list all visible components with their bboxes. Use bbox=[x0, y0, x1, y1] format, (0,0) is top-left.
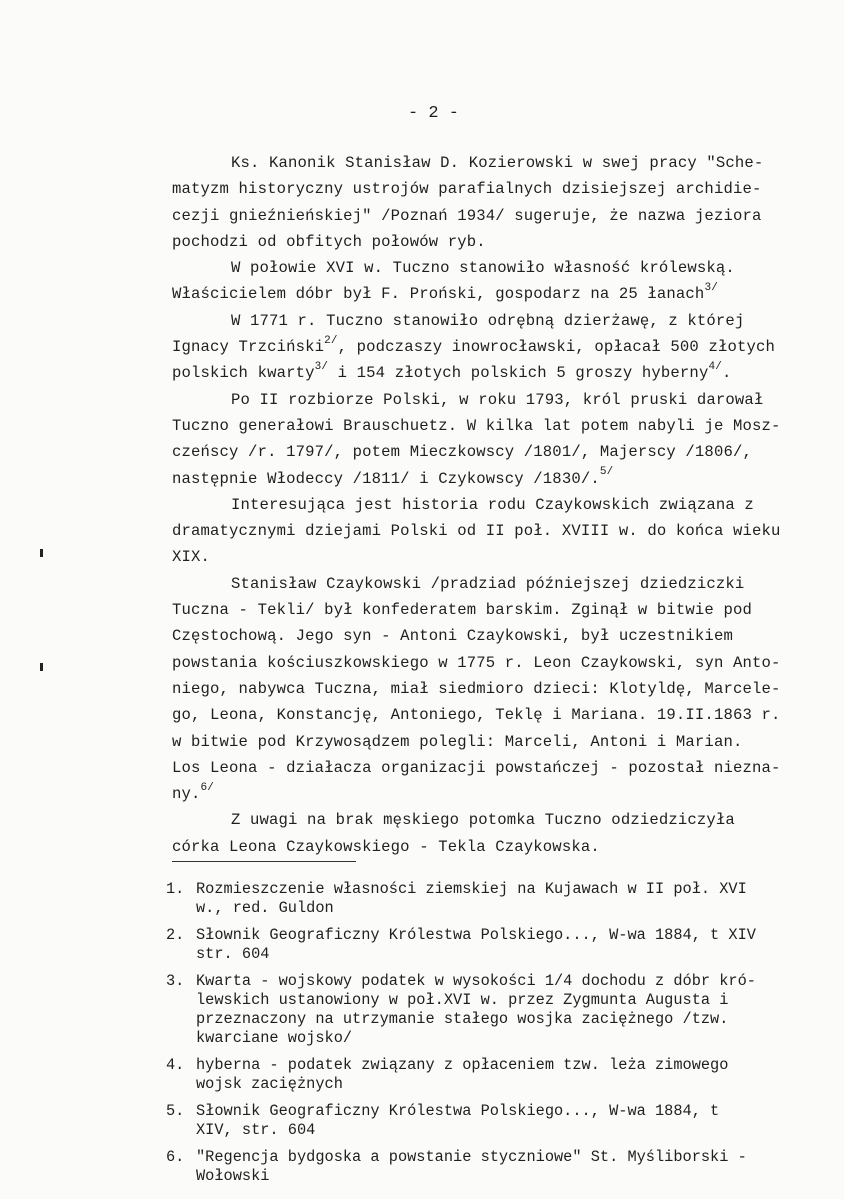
text-line: go, Leona, Konstancję, Antoniego, Teklę i Mariana. 19.II.1863 r. bbox=[172, 706, 781, 725]
footnote-text bbox=[196, 926, 816, 964]
footnote-number: 3. bbox=[166, 972, 185, 990]
footnote-text bbox=[196, 1148, 816, 1186]
footnotes bbox=[166, 880, 816, 1194]
text-line: Wołowski bbox=[196, 1167, 270, 1185]
text-line: w., red. Guldon bbox=[196, 899, 334, 917]
paragraph-5 bbox=[172, 492, 802, 571]
text-line bbox=[172, 781, 802, 807]
text-line: W połowie XVI w. Tuczno stanowiło własność królewską. bbox=[231, 259, 735, 278]
margin-mark bbox=[40, 549, 43, 557]
text-line: Ks. Kanonik Stanisław D. Kozierowski w swej pracy "Sche- bbox=[231, 154, 764, 172]
text-line: pochodzi od obfitych połowów ryb. bbox=[172, 232, 486, 251]
text-fragment: . bbox=[721, 364, 732, 383]
paragraph-7 bbox=[172, 807, 802, 860]
text-line: kwarciane wojsko/ bbox=[196, 1029, 353, 1047]
text-line: powstania kościuszkowskiego w 1775 r. Leon Czaykowski, syn Anto- bbox=[172, 653, 781, 672]
text-fragment: Ignacy Trzciński bbox=[172, 338, 325, 357]
footnote-number: 1. bbox=[166, 880, 185, 898]
text-line: Kwarta - wojskowy podatek w wysokości 1/4 dochodu z dóbr kró- bbox=[196, 972, 756, 990]
footnote-ref: 3/ bbox=[314, 361, 329, 374]
text-fragment: następnie Włodeccy /1811/ i Czykowscy /1830/. bbox=[172, 469, 600, 488]
text-line: czeńscy /r. 1797/, potem Mieczkowscy /1801/, Majerscy /1806/, bbox=[172, 443, 752, 462]
footnote-ref: 3/ bbox=[704, 282, 718, 295]
text-line: XIV, str. 604 bbox=[196, 1121, 316, 1139]
text-line: str. 604 bbox=[196, 945, 270, 963]
text-line: hyberna - podatek związany z opłaceniem tzw. leża zimowego bbox=[196, 1056, 729, 1074]
text-fragment: polskich kwarty bbox=[172, 364, 315, 383]
margin-mark bbox=[40, 663, 43, 671]
footnote bbox=[166, 926, 816, 964]
page-number: - 2 - bbox=[408, 104, 460, 123]
text-line: Słownik Geograficzny Królestwa Polskiego..., W-wa 1884, t XIV bbox=[196, 926, 756, 944]
text-line: Z uwagi na brak męskiego potomka Tuczno odziedziczyła bbox=[231, 811, 735, 830]
paragraph-1 bbox=[172, 150, 802, 255]
text-line: Interesująca jest historia rodu Czaykowskich związana z bbox=[231, 495, 754, 514]
text-line bbox=[172, 466, 802, 492]
text-fragment: i 154 złotych polskich 5 groszy hyberny bbox=[328, 364, 709, 383]
text-fragment: ny. bbox=[172, 785, 201, 804]
text-line: Częstochową. Jego syn - Antoni Czaykowski, był uczestnikiem bbox=[172, 627, 733, 646]
footnote-number: 2. bbox=[166, 926, 185, 944]
text-line: w bitwie pod Krzywosądzem polegli: Marceli, Antoni i Marian. bbox=[172, 732, 743, 751]
footnote-text bbox=[196, 1056, 816, 1094]
footnote-divider bbox=[172, 861, 356, 862]
text-line: XIX. bbox=[172, 548, 211, 567]
text-line: "Regencja bydgoska a powstanie styczniowe" St. Myśliborski - bbox=[196, 1148, 747, 1166]
footnote-number: 6. bbox=[166, 1148, 185, 1166]
footnote bbox=[166, 1102, 816, 1140]
text-line: Stanisław Czaykowski /pradziad późniejszej dziedziczki bbox=[231, 574, 745, 593]
text-line: matyzm historyczny ustrojów parafialnych dzisiejszej archidie- bbox=[172, 180, 762, 199]
footnote-ref: 2/ bbox=[324, 334, 338, 347]
text-line: Słownik Geograficzny Królestwa Polskiego..., W-wa 1884, t bbox=[196, 1102, 720, 1120]
footnote-text bbox=[196, 972, 816, 1048]
paragraph-3 bbox=[172, 308, 802, 387]
text-line: przeznaczony na utrzymanie stałego wosjka zaciężnego /tzw. bbox=[196, 1010, 729, 1028]
footnote bbox=[166, 1056, 816, 1094]
footnote bbox=[166, 880, 816, 918]
footnote-text bbox=[196, 880, 816, 918]
text-line bbox=[172, 281, 802, 307]
footnote-ref: 5/ bbox=[599, 466, 614, 479]
text-fragment: Właścicielem dóbr był F. Proński, gospodarz na 25 łanach bbox=[172, 285, 705, 304]
footnote-text bbox=[196, 1102, 816, 1140]
footnote bbox=[166, 1148, 816, 1186]
footnote-number: 4. bbox=[166, 1056, 185, 1074]
text-line bbox=[172, 334, 802, 360]
paragraph-4 bbox=[172, 387, 802, 492]
text-line: Rozmieszczenie własności ziemskiej na Kujawach w II poł. XVI bbox=[196, 880, 747, 898]
main-text bbox=[172, 150, 802, 860]
text-line: niego, nabywca Tuczna, miał siedmioro dzieci: Klotyldę, Marcele- bbox=[172, 679, 781, 698]
text-line: lewskich ustanowiony w poł.XVI w. przez Zygmunta Augusta i bbox=[196, 991, 729, 1009]
text-line: cezji gnieźnieńskiej" /Poznań 1934/ sugeruje, że nazwa jeziora bbox=[172, 206, 762, 225]
text-line bbox=[172, 360, 802, 386]
text-fragment: , podczaszy inowrocławski, opłacał 500 złotych bbox=[337, 338, 775, 357]
paragraph-2 bbox=[172, 255, 802, 308]
text-line: Po II rozbiorze Polski, w roku 1793, król pruski darował bbox=[231, 390, 764, 409]
text-line: wojsk zaciężnych bbox=[196, 1075, 343, 1093]
footnote-ref: 4/ bbox=[708, 361, 722, 374]
footnote-number: 5. bbox=[166, 1102, 185, 1120]
text-line: córka Leona Czaykowskiego - Tekla Czaykowska. bbox=[172, 837, 600, 856]
footnote bbox=[166, 972, 816, 1048]
text-line: Tuczna - Tekli/ był konfederatem barskim. Zginął w bitwie pod bbox=[172, 601, 752, 620]
text-line: Tuczno generałowi Brauschuetz. W kilka lat potem nabyli je Mosz- bbox=[172, 416, 781, 435]
paragraph-6 bbox=[172, 571, 802, 808]
text-line: W 1771 r. Tuczno stanowiło odrębną dzierżawę, z której bbox=[231, 311, 745, 330]
text-line: dramatycznymi dziejami Polski od II poł. XVIII w. do końca wieku bbox=[172, 522, 781, 541]
footnote-ref: 6/ bbox=[200, 781, 215, 794]
text-line: Los Leona - działacza organizacji powstańczej - pozostał niezna- bbox=[172, 758, 781, 777]
